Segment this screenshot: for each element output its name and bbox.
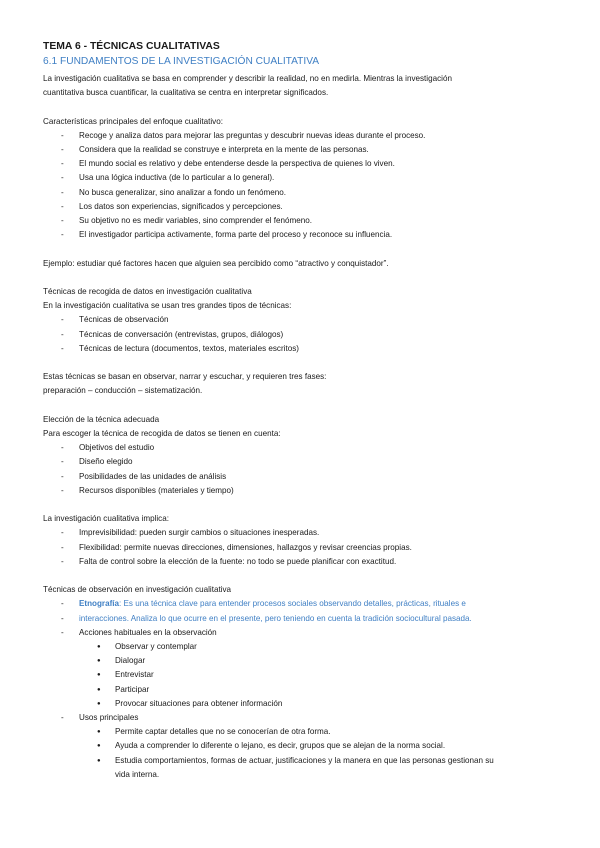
list-item: - Técnicas de conversación (entrevistas, grupos, diálogos) <box>43 328 556 342</box>
list-item: - Posibilidades de las unidades de análisis <box>43 470 556 484</box>
list-item: ● Dialogar <box>97 654 556 668</box>
uses-heading-list <box>43 711 556 725</box>
list-item: - Usa una lógica inductiva (de lo particular a lo general). <box>43 171 556 185</box>
page-title: TEMA 6 - TÉCNICAS CUALITATIVAS <box>43 41 220 52</box>
list-item: ● Estudia comportamientos, formas de actuar, justificaciones y la manera en que las personas gestionan su <box>97 754 556 768</box>
collection-heading: Técnicas de recogida de datos en investigación cualitativa <box>43 287 252 296</box>
list-item: - Diseño elegido <box>43 455 556 469</box>
observation-heading: Técnicas de observación en investigación cualitativa <box>43 585 232 595</box>
list-item <box>43 597 556 611</box>
section-subtitle: 6.1 FUNDAMENTOS DE LA INVESTIGACIÓN CUALITATIVA <box>43 56 320 67</box>
uses-continuation: vida interna. <box>115 769 160 779</box>
list-item: - Flexibilidad: permite nuevas direcciones, dimensiones, hallazgos y revisar creencias propias. <box>43 541 556 555</box>
list-item-continuation <box>43 612 556 626</box>
collection-list <box>43 313 556 356</box>
actions-list <box>97 640 556 711</box>
list-item: - Técnicas de lectura (documentos, textos, materiales escritos) <box>43 342 556 356</box>
ethnography-label: Etnografía <box>79 599 120 609</box>
list-item: - Recoge y analiza datos para mejorar las preguntas y descubrir nuevas ideas durante el proceso. <box>43 129 556 143</box>
observation-list <box>43 597 556 640</box>
list-item: - Considera que la realidad se construye e interpreta en la mente de las personas. <box>43 143 556 157</box>
list-item: - El mundo social es relativo y debe entenderse desde la perspectiva de quienes lo viven. <box>43 157 556 171</box>
characteristics-list <box>43 129 556 243</box>
uses-list <box>97 725 556 768</box>
intro-line-1: La investigación cualitativa se basa en comprender y describir la realidad, no en medirla. Mientras la investigación <box>43 74 452 83</box>
choice-list <box>43 441 556 498</box>
list-item: - Recursos disponibles (materiales y tiempo) <box>43 484 556 498</box>
ethnography-text-2: interacciones. Analiza lo que ocurre en el presente, pero teniendo en cuenta la tradición sociocultural pasada. <box>79 613 472 623</box>
list-item: - El investigador participa activamente, forma parte del proceso y reconoce su influencia. <box>43 228 556 242</box>
intro-line-2: cuantitativa busca cuantificar, la cualitativa se centra en interpretar significados. <box>43 88 329 98</box>
list-item: - Acciones habituales en la observación <box>43 626 556 640</box>
list-item: - Técnicas de observación <box>43 313 556 327</box>
implies-heading: La investigación cualitativa implica: <box>43 514 169 524</box>
list-item: - Objetivos del estudio <box>43 441 556 455</box>
list-item: ● Observar y contemplar <box>97 640 556 654</box>
phases-line-2: preparación – conducción – sistematización. <box>43 386 203 396</box>
characteristics-heading: Características principales del enfoque cualitativo: <box>43 116 223 126</box>
ethnography-text: : Es una técnica clave para entender procesos sociales observando detalles, prácticas, rituales e <box>119 599 466 609</box>
implies-list <box>43 526 556 569</box>
list-item: - Falta de control sobre la elección de la fuente: no todo se puede planificar con exactitud. <box>43 555 556 569</box>
choice-lead: Para escoger la técnica de recogida de datos se tienen en cuenta: <box>43 429 281 438</box>
example-line: Ejemplo: estudiar qué factores hacen que alguien sea percibido como “atractivo y conquistador”. <box>43 258 389 268</box>
list-item: ● Entrevistar <box>97 668 556 682</box>
list-item: ● Participar <box>97 683 556 697</box>
collection-lead: En la investigación cualitativa se usan tres grandes tipos de técnicas: <box>43 301 292 311</box>
list-item: ● Permite captar detalles que no se conocerían de otra forma. <box>97 725 556 739</box>
list-item: ● Ayuda a comprender lo diferente o lejano, es decir, grupos que se alejan de la norma social. <box>97 739 556 753</box>
list-item: - Los datos son experiencias, significados y percepciones. <box>43 200 556 214</box>
list-item: - No busca generalizar, sino analizar a fondo un fenómeno. <box>43 186 556 200</box>
list-item: ● Provocar situaciones para obtener información <box>97 697 556 711</box>
phases-line-1: Estas técnicas se basan en observar, narrar y escuchar, y requieren tres fases: <box>43 372 327 382</box>
choice-heading: Elección de la técnica adecuada <box>43 414 160 424</box>
list-item: - Su objetivo no es medir variables, sino comprender el fenómeno. <box>43 214 556 228</box>
list-item: - Usos principales <box>43 711 556 725</box>
list-item: - Imprevisibilidad: pueden surgir cambios o situaciones inesperadas. <box>43 526 556 540</box>
